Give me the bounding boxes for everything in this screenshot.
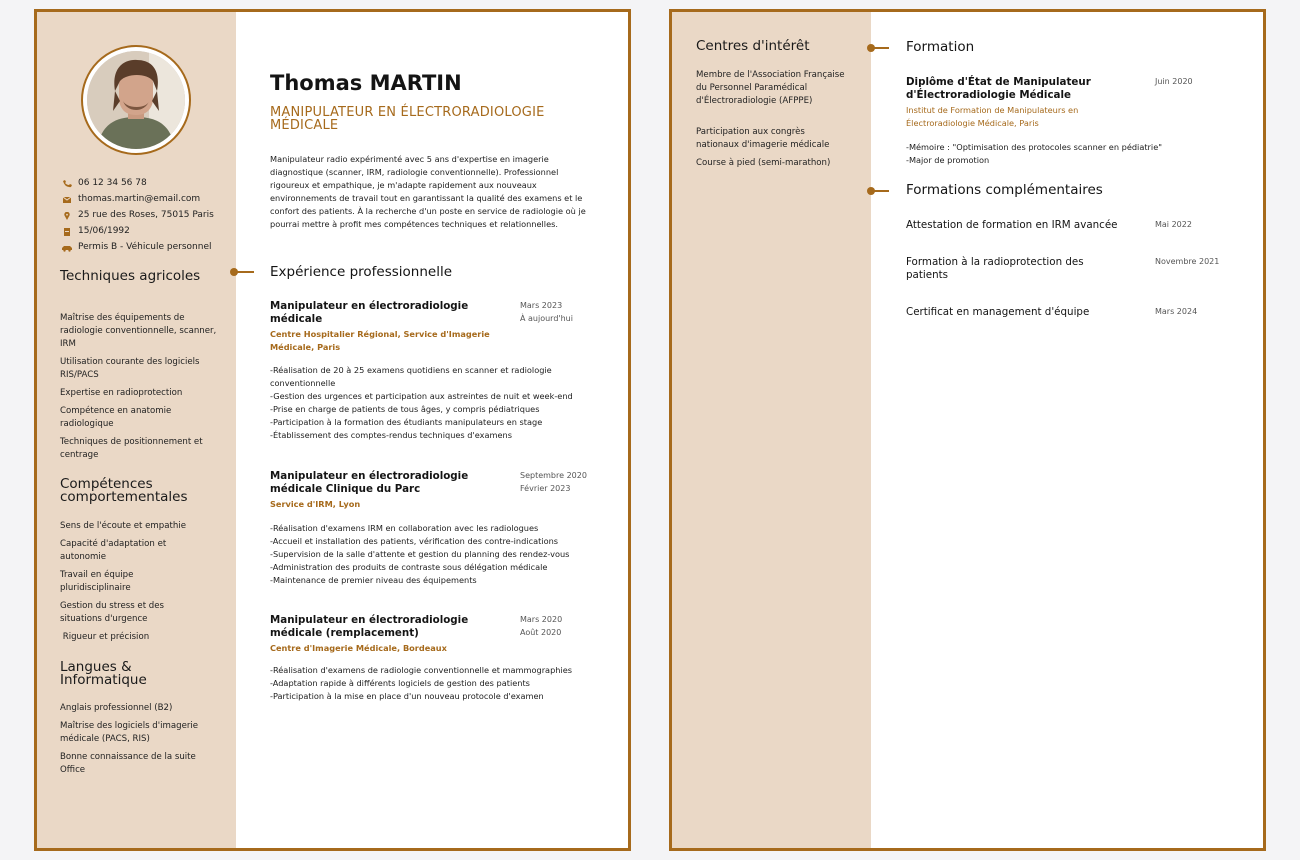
job-duty: -Prise en charge de patients de tous âges, y compris pédiatriques <box>270 404 540 414</box>
cv-page-1 <box>34 9 631 851</box>
training-date: Mai 2022 <box>1155 220 1192 229</box>
experience-title: Expérience professionnelle <box>270 264 453 280</box>
job-date-end: Février 2023 <box>520 484 571 493</box>
job-title-1: Manipulateur en électroradiologie médicale <box>270 300 469 325</box>
education-note: -Major de promotion <box>906 155 990 165</box>
job-duty: -Gestion des urgences et participation aux astreintes de nuit et week-end <box>270 391 573 401</box>
job-company: Centre Hospitalier Régional, Service d'Imagerie Médicale, Paris <box>270 329 490 352</box>
section-marker-line <box>236 271 254 273</box>
job-date-end: Août 2020 <box>520 628 562 637</box>
job-duty: -Réalisation d'examens de radiologie conventionnelle et mammographies <box>270 665 573 675</box>
profile-photo <box>81 45 191 155</box>
job-duty: -Réalisation d'examens IRM en collaboration avec les radiologues <box>270 523 539 533</box>
training-item: Certificat en management d'équipe <box>906 306 1090 318</box>
education-note: -Mémoire : "Optimisation des protocoles scanner en pédiatrie" <box>906 142 1162 152</box>
soft-skill-item: Rigueur et précision <box>60 632 150 642</box>
phone-icon <box>62 180 72 188</box>
skill-item: Techniques de positionnement et centrage <box>60 437 203 460</box>
soft-skill-item: Capacité d'adaptation et autonomie <box>60 539 167 562</box>
job-date-end: À aujourd'hui <box>520 314 573 323</box>
training-item: Attestation de formation en IRM avancée <box>906 219 1118 231</box>
skill-item: Utilisation courante des logiciels RIS/PACS <box>60 357 200 380</box>
job-duties <box>270 664 600 703</box>
job-duty: -Participation à la formation des étudiants manipulateurs en stage <box>270 417 543 427</box>
candidate-name: Thomas MARTIN <box>270 71 462 95</box>
soft-skill-item: Gestion du stress et des situations d'urgence <box>60 601 165 624</box>
job-company: Centre d'Imagerie Médicale, Bordeaux <box>270 643 447 653</box>
degree-title: Diplôme d'État de Manipulateur d'Électroradiologie Médicale <box>906 76 1091 101</box>
email-icon <box>62 196 72 204</box>
soft-skills-title: Compétences comportementales <box>60 476 188 505</box>
skill-item: Maîtrise des équipements de radiologie conventionnelle, scanner, IRM <box>60 313 217 349</box>
job-title-3: Manipulateur en électroradiologie médicale (remplacement) <box>270 614 469 639</box>
interest-item: Participation aux congrès nationaux d'imagerie médicale <box>696 127 830 150</box>
profile-summary: Manipulateur radio expérimenté avec 5 ans d'expertise en imagerie diagnostique (scanner, IRM, radiologie conventionnelle). Professionnel rigoureux et empathique, je m'adapte rapidement aux nouveaux environnements de travail tout en garantissant la qualité des examens et le confort des patients. À la recherche d'un poste en service de radiologie où je pourrai mettre à profit mes compétences techniques et relationnelles. <box>270 154 586 229</box>
job-title: MANIPULATEUR EN ÉLECTRORADIOLOGIE MÉDICALE <box>270 105 545 133</box>
job-duties <box>270 522 600 587</box>
additional-training-title: Formations complémentaires <box>906 182 1103 198</box>
job-duty: -Maintenance de premier niveau des équipements <box>270 575 477 585</box>
skill-item: Expertise en radioprotection <box>60 388 183 398</box>
training-date: Mars 2024 <box>1155 307 1198 316</box>
job-date-start: Mars 2020 <box>520 615 563 624</box>
section-marker-line <box>871 47 889 49</box>
interest-item: Course à pied (semi-marathon) <box>696 158 831 168</box>
training-date: Novembre 2021 <box>1155 257 1220 266</box>
contact-text: 15/06/1992 <box>78 226 130 236</box>
job-duty: -Administration des produits de contraste sous délégation médicale <box>270 562 548 572</box>
location-icon <box>62 212 72 220</box>
cv-page-2 <box>669 9 1266 851</box>
language-item: Anglais professionnel (B2) <box>60 703 173 713</box>
job-title-2: Manipulateur en électroradiologie médicale Clinique du Parc <box>270 470 469 495</box>
job-duty: -Établissement des comptes-rendus techniques d'examens <box>270 430 512 440</box>
languages-title: Langues & Informatique <box>60 659 147 688</box>
job-duty: -Participation à la mise en place d'un nouveau protocole d'examen <box>270 691 544 701</box>
soft-skill-item: Travail en équipe pluridisciplinaire <box>60 570 134 593</box>
contact-text: thomas.martin@email.com <box>78 194 201 204</box>
education-notes <box>906 141 1236 167</box>
language-item: Bonne connaissance de la suite Office <box>60 752 196 775</box>
school-name: Institut de Formation de Manipulateurs en Électroradiologie Médicale, Paris <box>906 105 1079 128</box>
contact-text: 06 12 34 56 78 <box>78 178 147 188</box>
degree-date: Juin 2020 <box>1155 77 1193 86</box>
skill-item: Compétence en anatomie radiologique <box>60 406 172 429</box>
job-duty: -Réalisation de 20 à 25 examens quotidiens en scanner et radiologie conventionnelle <box>270 365 552 388</box>
job-duty: -Accueil et installation des patients, vérification des contre-indications <box>270 536 559 546</box>
job-company: Service d'IRM, Lyon <box>270 499 361 509</box>
technical-skills-title: Techniques agricoles <box>60 268 201 284</box>
language-item: Maîtrise des logiciels d'imagerie médicale (PACS, RIS) <box>60 721 199 744</box>
contact-text: Permis B - Véhicule personnel <box>78 242 212 252</box>
job-date-start: Mars 2023 <box>520 301 563 310</box>
job-duty: -Supervision de la salle d'attente et gestion du planning des rendez-vous <box>270 549 570 559</box>
job-duty: -Adaptation rapide à différents logiciels de gestion des patients <box>270 678 530 688</box>
job-date-start: Septembre 2020 <box>520 471 587 480</box>
interest-item: Membre de l'Association Française du Personnel Paramédical d'Électroradiologie (AFPPE) <box>696 70 845 106</box>
soft-skill-item: Sens de l'écoute et empathie <box>60 521 186 531</box>
calendar-icon <box>62 228 72 236</box>
training-item: Formation à la radioprotection des patients <box>906 256 1084 281</box>
contact-text: 25 rue des Roses, 75015 Paris <box>78 210 214 220</box>
job-duties <box>270 364 600 442</box>
education-title: Formation <box>906 39 975 55</box>
section-marker-line <box>871 190 889 192</box>
car-icon <box>62 244 72 252</box>
interests-title: Centres d'intérêt <box>696 38 810 54</box>
